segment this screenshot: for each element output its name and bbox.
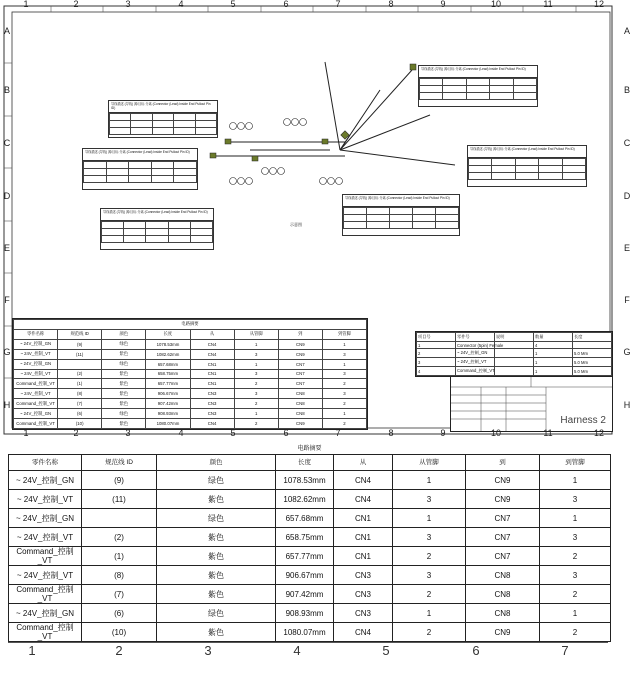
table-cell: CN4 xyxy=(190,339,234,349)
frame-column-number: 7 xyxy=(335,0,341,9)
table-cell: 绿色 xyxy=(102,359,146,369)
table-cell: 紫色 xyxy=(102,389,146,399)
frame-row-letter: A xyxy=(623,26,630,36)
frame-column-number: 10 xyxy=(490,428,501,438)
table-cell: CN4 xyxy=(334,623,393,642)
table-cell: Command_控制_VT xyxy=(9,585,82,604)
table-cell: (11) xyxy=(58,349,102,359)
table-cell: (6) xyxy=(82,604,157,623)
table-cell: 907.42mm xyxy=(276,585,334,604)
table-row xyxy=(9,509,611,528)
summary-header-cell: 规范线 ID xyxy=(82,455,157,471)
table-cell: 3 xyxy=(393,566,466,585)
table-row xyxy=(9,566,611,585)
table-row xyxy=(9,471,611,490)
table-cell: CN7 xyxy=(278,359,322,369)
table-cell: 1 xyxy=(534,367,573,376)
table-cell: 3 xyxy=(234,369,278,379)
summary-header-cell: 零件名称 xyxy=(9,455,82,471)
table-cell: 1 xyxy=(393,471,466,490)
summary-header-cell: 从 xyxy=(190,329,234,339)
bottom-column-numbers xyxy=(8,642,608,659)
frame-column-number: 5 xyxy=(230,428,236,438)
table-cell: 1 xyxy=(234,409,278,419)
table-cell: 3 xyxy=(234,389,278,399)
table-cell: CN8 xyxy=(278,399,322,409)
table-cell: 2 xyxy=(540,547,611,566)
frame-row-letter: E xyxy=(623,243,630,253)
table-cell: 5.0 Mm xyxy=(573,349,612,358)
table-row xyxy=(417,358,612,367)
table-cell: CN8 xyxy=(466,604,540,623)
table-cell: CN7 xyxy=(466,547,540,566)
drawing-note: 示意图 xyxy=(290,222,302,227)
frame-row-letter: C xyxy=(3,138,11,148)
table-cell: 紫色 xyxy=(102,369,146,379)
table-row xyxy=(9,547,611,566)
frame-row-letter: C xyxy=(623,138,631,148)
table-cell xyxy=(573,341,612,349)
column-number: 2 xyxy=(115,643,123,658)
drawing-summary-table xyxy=(12,318,368,430)
table-cell: 908.93mm xyxy=(276,604,334,623)
table-cell: ~ 24V_控制_VT xyxy=(9,566,82,585)
table-cell: 2 xyxy=(234,419,278,429)
table-cell: ~ 24V_控制_VT xyxy=(14,369,58,379)
pin-circles xyxy=(230,119,343,185)
table-cell: (1) xyxy=(58,379,102,389)
summary-caption: 电路摘要 xyxy=(297,445,322,452)
summary-header-cell: 颜色 xyxy=(157,455,276,471)
table-cell: (9) xyxy=(82,471,157,490)
table-cell: ~ 24V_控制_GN xyxy=(456,349,495,358)
summary-header-cell: 从管脚 xyxy=(393,455,466,471)
wire-table-title: 导线描述 (导线) 源/目标 分离 (Connector (Lead) Inside End Pullout Pin ID) xyxy=(109,101,217,113)
table-cell: 1080.07mm xyxy=(276,623,334,642)
table-cell: 3 xyxy=(322,369,366,379)
table-row xyxy=(417,341,612,349)
frame-column-number: 12 xyxy=(593,0,604,9)
table-cell: (10) xyxy=(82,623,157,642)
bom-header-cell: 长度 xyxy=(573,333,612,342)
column-number: 3 xyxy=(204,643,212,658)
table-cell: 紫色 xyxy=(102,399,146,409)
frame-column-number: 9 xyxy=(440,0,446,9)
table-cell: 1 xyxy=(534,349,573,358)
table-cell: CN9 xyxy=(466,471,540,490)
frame-column-number: 5 xyxy=(230,0,236,9)
table-cell: Command_控制_VT xyxy=(9,547,82,566)
table-row xyxy=(14,349,367,359)
table-cell: ~ 24V_控制_GN xyxy=(9,604,82,623)
frame-column-number: 2 xyxy=(73,0,79,9)
frame-column-number: 2 xyxy=(73,428,79,438)
summary-header-cell: 到管脚 xyxy=(540,455,611,471)
table-cell: 1 xyxy=(393,604,466,623)
summary-header-cell: 到管脚 xyxy=(322,329,366,339)
table-cell: 658.75mm xyxy=(276,528,334,547)
frame-column-number: 8 xyxy=(388,0,394,9)
table-cell: CN3 xyxy=(334,566,393,585)
table-cell: 1 xyxy=(540,471,611,490)
table-row xyxy=(14,379,367,389)
table-cell: 1 xyxy=(234,339,278,349)
table-cell xyxy=(58,359,102,369)
table-cell: ~ 24V_控制_GN xyxy=(9,509,82,528)
table-cell: CN4 xyxy=(190,349,234,359)
frame-column-number: 1 xyxy=(23,0,29,9)
table-cell: CN1 xyxy=(190,369,234,379)
wire-table-3 xyxy=(100,208,214,250)
column-number: 6 xyxy=(472,643,480,658)
table-cell: 3 xyxy=(393,490,466,509)
table-cell: 907.42mm xyxy=(146,399,190,409)
table-cell: 906.67mm xyxy=(146,389,190,399)
frame-row-letter: G xyxy=(3,347,11,357)
table-cell: 5.0 Mm xyxy=(573,367,612,376)
table-cell: 1078.53mm xyxy=(146,339,190,349)
table-cell: 紫色 xyxy=(157,547,276,566)
table-cell: 2 xyxy=(393,547,466,566)
table-cell: 657.77mm xyxy=(276,547,334,566)
table-row xyxy=(14,389,367,399)
table-cell: (11) xyxy=(82,490,157,509)
table-cell: 2 xyxy=(540,623,611,642)
table-cell: 紫色 xyxy=(102,349,146,359)
table-cell: 2 xyxy=(322,379,366,389)
table-cell: 1 xyxy=(540,509,611,528)
title-block xyxy=(450,376,613,432)
table-cell xyxy=(495,358,534,367)
table-cell: ~ 24V_控制_VT xyxy=(456,358,495,367)
table-cell: CN9 xyxy=(466,623,540,642)
table-cell: 1 xyxy=(393,509,466,528)
table-cell: CN4 xyxy=(334,471,393,490)
frame-column-number: 10 xyxy=(490,0,501,9)
table-cell xyxy=(82,509,157,528)
table-cell: CN1 xyxy=(190,359,234,369)
table-cell: ~ 24V_控制_VT xyxy=(9,490,82,509)
frame-column-number: 3 xyxy=(125,0,131,9)
table-cell: ~ 24V_控制_VT xyxy=(9,528,82,547)
frame-column-number: 4 xyxy=(178,0,184,9)
table-cell: 1 xyxy=(234,359,278,369)
frame-column-number: 9 xyxy=(440,428,446,438)
table-cell: (8) xyxy=(82,566,157,585)
table-cell: 3 xyxy=(393,528,466,547)
table-cell: 2 xyxy=(417,349,456,358)
table-cell: 紫色 xyxy=(157,585,276,604)
table-cell: 绿色 xyxy=(102,409,146,419)
table-cell: 1 xyxy=(322,339,366,349)
table-cell: (8) xyxy=(58,389,102,399)
frame-row-letter: D xyxy=(3,191,11,201)
table-cell: (1) xyxy=(82,547,157,566)
connector-symbols xyxy=(210,64,416,161)
table-row xyxy=(14,409,367,419)
table-cell: 2 xyxy=(234,399,278,409)
table-cell: CN9 xyxy=(466,490,540,509)
table-cell: 906.67mm xyxy=(276,566,334,585)
table-cell xyxy=(495,349,534,358)
table-cell: CN1 xyxy=(334,528,393,547)
frame-column-number: 7 xyxy=(335,428,341,438)
wire-table-title: 导线描述 (导线) 源/目标 分离 (Connector (Lead) Inside End Pullout Pin ID) xyxy=(83,149,197,161)
table-cell: (7) xyxy=(58,399,102,409)
table-cell: CN7 xyxy=(466,528,540,547)
table-cell: CN9 xyxy=(278,419,322,429)
table-cell: 绿色 xyxy=(157,471,276,490)
table-cell xyxy=(495,367,534,376)
frame-row-letter: B xyxy=(623,85,630,95)
table-cell: 绿色 xyxy=(157,604,276,623)
table-cell: 1082.62mm xyxy=(276,490,334,509)
frame-row-letter: A xyxy=(3,26,10,36)
wire-table-4 xyxy=(418,65,538,107)
table-cell: 3 xyxy=(322,349,366,359)
table-cell: 5.0 Mm xyxy=(573,358,612,367)
table-cell: 绿色 xyxy=(102,339,146,349)
table-cell: CN7 xyxy=(278,369,322,379)
table-cell: CN7 xyxy=(278,379,322,389)
table-cell: ~ 24V_控制_VT xyxy=(14,389,58,399)
frame-row-letter: E xyxy=(3,243,10,253)
table-cell: CN1 xyxy=(190,379,234,389)
summary-header-cell: 颜色 xyxy=(102,329,146,339)
table-cell: (2) xyxy=(58,369,102,379)
table-cell: CN4 xyxy=(334,490,393,509)
table-row xyxy=(417,367,612,376)
table-cell: CN8 xyxy=(278,409,322,419)
column-number: 1 xyxy=(28,643,36,658)
table-cell: 657.68mm xyxy=(146,359,190,369)
table-cell: ~ 24V_控制_GN xyxy=(14,339,58,349)
table-cell: (6) xyxy=(58,409,102,419)
table-cell: 3 xyxy=(540,528,611,547)
wire-table-title: 导线描述 (导线) 源/目标 分离 (Connector (Lead) Inside End Pullout Pin ID) xyxy=(468,146,586,158)
table-cell: 1 xyxy=(417,341,456,349)
frame-column-number: 3 xyxy=(125,428,131,438)
table-row xyxy=(9,490,611,509)
table-cell: 2 xyxy=(322,419,366,429)
column-number: 7 xyxy=(561,643,569,658)
summary-header-cell: 从管脚 xyxy=(234,329,278,339)
table-cell: CN4 xyxy=(190,419,234,429)
table-cell: 紫色 xyxy=(157,528,276,547)
table-cell: CN1 xyxy=(334,547,393,566)
table-row xyxy=(14,369,367,379)
bom-header-cell: 数量 xyxy=(534,333,573,342)
table-cell: (7) xyxy=(82,585,157,604)
summary-header-cell: 规范线 ID xyxy=(58,329,102,339)
table-cell: 3 xyxy=(322,389,366,399)
bom-header-cell: 零件号 xyxy=(456,333,495,342)
table-cell: CN8 xyxy=(466,585,540,604)
table-cell: 657.77mm xyxy=(146,379,190,389)
table-cell: CN3 xyxy=(334,604,393,623)
table-row xyxy=(14,339,367,349)
table-cell: 908.93mm xyxy=(146,409,190,419)
frame-row-letter: D xyxy=(623,191,631,201)
table-cell: ~ 24V_控制_GN xyxy=(9,471,82,490)
summary-header-cell: 零件名称 xyxy=(14,329,58,339)
frame-row-letter: F xyxy=(624,295,630,305)
table-cell: 2 xyxy=(234,379,278,389)
table-cell: (9) xyxy=(58,339,102,349)
summary-header-cell: 到 xyxy=(278,329,322,339)
summary-header-cell: 到 xyxy=(466,455,540,471)
frame-column-number: 6 xyxy=(283,428,289,438)
table-cell: Command_控制_VT xyxy=(9,623,82,642)
column-number: 5 xyxy=(382,643,390,658)
table-cell: CN3 xyxy=(190,409,234,419)
frame-column-number: 6 xyxy=(283,0,289,9)
table-cell: 2 xyxy=(393,585,466,604)
summary-caption: 电路摘要 xyxy=(14,320,367,330)
table-cell: ~ 24V_控制_VT xyxy=(14,349,58,359)
wire-table-2 xyxy=(82,148,198,190)
frame-column-number: 4 xyxy=(178,428,184,438)
bom-header-cell: 项目号 xyxy=(417,333,456,342)
table-cell: 1082.62mm xyxy=(146,349,190,359)
table-row xyxy=(417,349,612,358)
table-cell: Command_控制_VT xyxy=(14,419,58,429)
table-cell: ~ 24V_控制_GN xyxy=(14,409,58,419)
wire-table-title: 导线描述 (导线) 源/目标 分离 (Connector (Lead) Inside End Pullout Pin ID) xyxy=(419,66,537,78)
table-cell: CN3 xyxy=(190,399,234,409)
table-cell: 658.75mm xyxy=(146,369,190,379)
table-cell: 1080.07mm xyxy=(146,419,190,429)
table-row xyxy=(9,528,611,547)
table-cell: 2 xyxy=(322,399,366,409)
frame-row-letter: H xyxy=(3,400,11,410)
frame-row-letter: B xyxy=(3,85,10,95)
column-number: 4 xyxy=(293,643,301,658)
table-cell: 紫色 xyxy=(157,490,276,509)
table-cell: 1 xyxy=(534,358,573,367)
table-cell: (10) xyxy=(58,419,102,429)
wire-table-5 xyxy=(467,145,587,187)
table-row xyxy=(9,623,611,642)
wire-table-6 xyxy=(342,194,460,236)
table-cell: 紫色 xyxy=(157,623,276,642)
table-cell: ~ 24V_控制_GN xyxy=(14,359,58,369)
table-cell: CN7 xyxy=(466,509,540,528)
wire-table-title: 导线描述 (导线) 源/目标 分离 (Connector (Lead) Inside End Pullout Pin ID) xyxy=(343,195,459,207)
table-row xyxy=(14,359,367,369)
frame-column-number: 11 xyxy=(543,0,553,9)
table-row xyxy=(14,399,367,409)
summary-header-cell: 从 xyxy=(334,455,393,471)
table-cell: 3 xyxy=(540,490,611,509)
table-cell: CN1 xyxy=(334,509,393,528)
table-cell: Connector (5pin) Female xyxy=(457,342,504,348)
wire-table-1 xyxy=(108,100,218,138)
table-cell: 2 xyxy=(540,585,611,604)
table-cell: 1 xyxy=(322,409,366,419)
wire-table-title: 导线描述 (导线) 源/目标 分离 (Connector (Lead) Inside End Pullout Pin ID) xyxy=(101,209,213,221)
table-cell: CN9 xyxy=(278,339,322,349)
bom-table xyxy=(415,331,613,377)
summary-header-cell: 长度 xyxy=(146,329,190,339)
table-cell: 3 xyxy=(234,349,278,359)
drawing-name: Harness 2 xyxy=(560,415,606,426)
table-row xyxy=(14,419,367,429)
table-cell: 4 xyxy=(534,341,573,349)
table-cell: 3 xyxy=(417,358,456,367)
frame-row-letter: F xyxy=(4,295,10,305)
frame-column-number: 12 xyxy=(593,428,604,438)
table-row xyxy=(9,604,611,623)
table-cell: Command_控制_VT xyxy=(456,367,495,376)
table-cell: (2) xyxy=(82,528,157,547)
frame-column-number: 1 xyxy=(23,428,29,438)
frame-row-letter: G xyxy=(623,347,631,357)
circuit-summary-table xyxy=(8,444,610,640)
table-cell: Command_控制_VT xyxy=(14,379,58,389)
table-cell: CN8 xyxy=(278,389,322,399)
table-cell: 1 xyxy=(322,359,366,369)
table-cell: 2 xyxy=(393,623,466,642)
table-cell: CN9 xyxy=(278,349,322,359)
frame-column-number: 8 xyxy=(388,428,394,438)
frame-row-letter: H xyxy=(623,400,631,410)
table-cell: 绿色 xyxy=(157,509,276,528)
table-cell: CN3 xyxy=(190,389,234,399)
table-cell: CN8 xyxy=(466,566,540,585)
table-cell: 1078.53mm xyxy=(276,471,334,490)
table-cell: Command_控制_VT xyxy=(14,399,58,409)
frame-column-number: 11 xyxy=(543,428,553,438)
bom-header-cell: 说明 xyxy=(495,333,534,342)
table-cell: 1 xyxy=(540,604,611,623)
table-cell: 紫色 xyxy=(102,379,146,389)
table-cell: 4 xyxy=(417,367,456,376)
table-row xyxy=(9,585,611,604)
summary-header-cell: 长度 xyxy=(276,455,334,471)
table-cell: 3 xyxy=(540,566,611,585)
table-cell: 紫色 xyxy=(102,419,146,429)
table-cell: 紫色 xyxy=(157,566,276,585)
table-cell: CN3 xyxy=(334,585,393,604)
table-cell: 657.68mm xyxy=(276,509,334,528)
